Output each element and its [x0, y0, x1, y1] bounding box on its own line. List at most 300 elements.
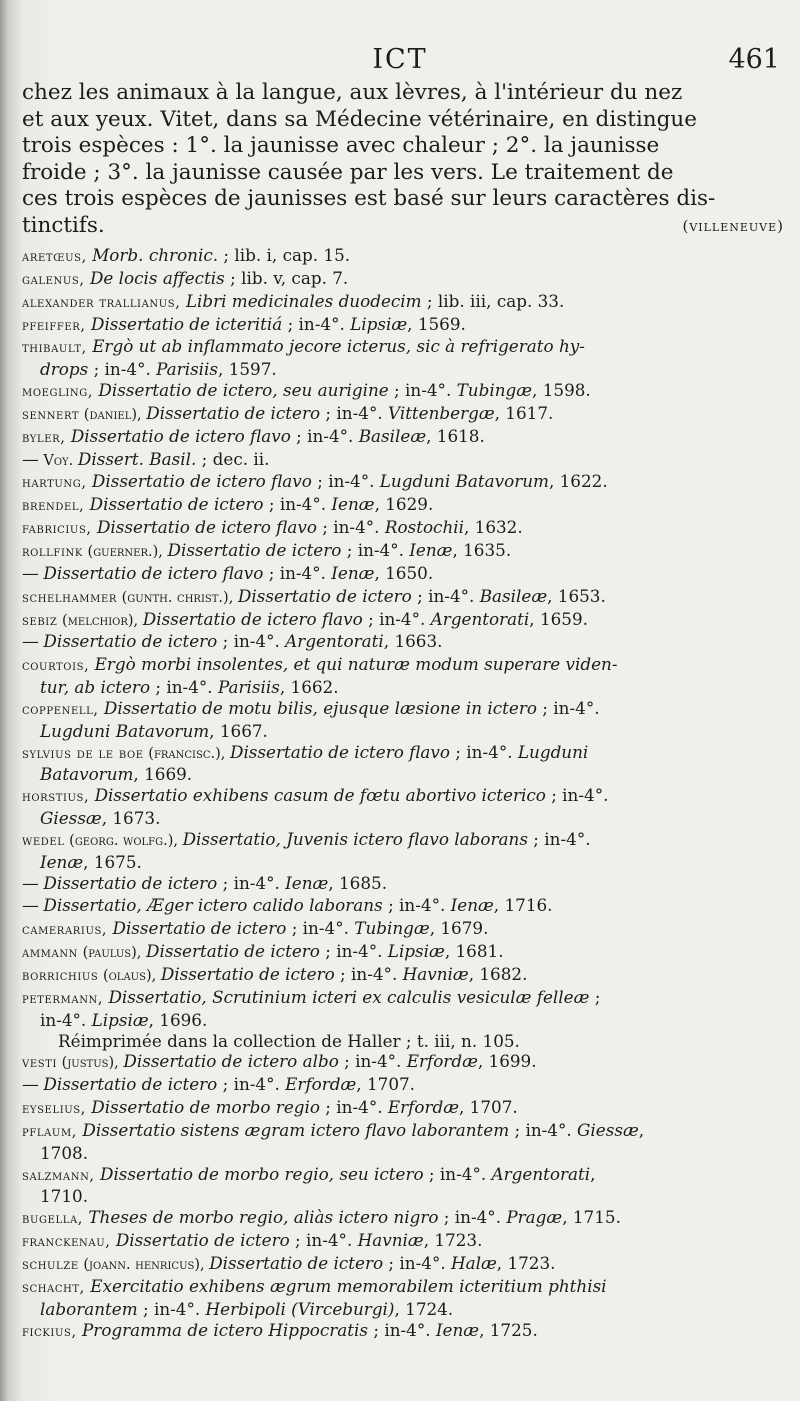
- entry-author: aretœus,: [22, 249, 87, 265]
- bibliography-entry: [22, 494, 787, 517]
- intro-line: chez les animaux à la langue, aux lèvres, à l'intérieur du nez: [22, 80, 683, 105]
- entry-detail: ; in-4°.: [536, 697, 600, 718]
- entry-detail: , 1617.: [494, 402, 554, 423]
- entry-line: [22, 449, 787, 472]
- bibliography-entry: [22, 403, 787, 426]
- entry-title: Libri medicinales duodecim: [185, 290, 422, 311]
- entry-line: [22, 829, 787, 852]
- entry-author: —: [22, 448, 39, 469]
- entry-note: (guerner.),: [82, 543, 168, 560]
- entry-detail: ; in-4°.: [438, 1207, 507, 1228]
- entry-title: Dissertatio de ictero: [112, 918, 287, 939]
- bibliography-entry: [22, 268, 787, 291]
- entry-title: Dissertatio de ictero flavo: [91, 471, 312, 492]
- bibliography-entry: [22, 1207, 787, 1230]
- entry-title: Lipsiæ: [350, 313, 408, 334]
- entry-author: camerarius,: [22, 922, 108, 939]
- entry-title: Argentorati: [285, 631, 384, 652]
- entry-line: [22, 964, 787, 987]
- bibliography-entry: [22, 540, 787, 563]
- entry-detail: , 1685.: [328, 872, 388, 893]
- entry-detail: , 1681.: [444, 941, 504, 962]
- entry-title: Lipsiæ: [91, 1009, 149, 1030]
- entry-line: [22, 1074, 787, 1097]
- entry-detail: ; in-4°.: [290, 425, 359, 446]
- entry-author: wedel: [22, 832, 65, 849]
- intro-line-last: [22, 213, 784, 240]
- entry-author: schelhammer: [22, 589, 118, 606]
- entry-detail: in-4°.: [40, 1009, 92, 1030]
- entry-detail: ; in-4°.: [286, 918, 355, 939]
- entry-title: Dissertatio exhibens casum de fœtu abortivo icterico: [94, 785, 546, 806]
- entry-detail: ; in-4°.: [423, 1163, 492, 1184]
- entry-detail: ; in-4°.: [411, 585, 480, 606]
- entry-line: [22, 721, 787, 742]
- entry-line: [22, 918, 787, 941]
- entry-line: [22, 808, 787, 829]
- entry-line: [22, 1186, 787, 1207]
- entry-title: Ergò ut ab inflammato jecore icterus, sic à refrigerato hy-: [92, 336, 585, 357]
- entry-detail: ; in-4°.: [320, 402, 388, 423]
- entry-title: Dissertatio, Juvenis ictero flavo laborans: [182, 828, 528, 849]
- entry-line: [22, 403, 787, 426]
- entry-line: [22, 1164, 787, 1187]
- entry-line: [22, 1230, 787, 1253]
- entry-detail: ; in-4°.: [150, 677, 218, 698]
- entry-detail: , 1723.: [496, 1252, 556, 1273]
- entry-title: Dissertatio de ictero: [167, 539, 342, 560]
- entry-detail: ; in-4°.: [449, 741, 518, 762]
- entry-title: Ienæ: [450, 895, 494, 916]
- entry-title: Pragæ: [506, 1207, 563, 1228]
- bibliography-entry: [22, 314, 787, 337]
- entry-line: [22, 1320, 787, 1343]
- entry-detail: ; in-4°.: [263, 494, 332, 515]
- entry-title: Ienæ: [40, 851, 84, 872]
- bibliography-entry: [22, 449, 787, 472]
- entry-detail: ; in-4°.: [319, 941, 388, 962]
- entry-note: (olaus),: [98, 968, 161, 984]
- entry-author: schulze: [22, 1256, 79, 1273]
- entry-author: eyselius,: [22, 1101, 86, 1118]
- bibliography-entry: [22, 964, 787, 987]
- entry-title: Lugduni: [517, 741, 589, 762]
- intro-line: tinctifs.: [22, 212, 105, 238]
- entry-detail: , 1629.: [374, 494, 434, 515]
- bibliography-entry: [22, 1253, 787, 1276]
- entry-line: [22, 359, 787, 380]
- entry-detail: ; in-4°.: [388, 380, 457, 401]
- entry-detail: , 1663.: [383, 631, 443, 652]
- bibliography-entry: [22, 654, 787, 698]
- entry-line: [22, 540, 787, 563]
- entry-line: [22, 268, 787, 291]
- entry-title: drops: [40, 359, 89, 380]
- entry-author: fabricius,: [22, 521, 92, 538]
- entry-detail: , 1679.: [429, 918, 489, 939]
- entry-line: [22, 426, 787, 449]
- entry-detail: ; in-4°.: [545, 785, 609, 806]
- entry-detail: , 1725.: [479, 1319, 538, 1340]
- entry-detail: , 1707.: [459, 1097, 518, 1118]
- entry-detail: ; in-4°.: [217, 631, 286, 652]
- entry-title: Tubingæ: [354, 918, 430, 939]
- entry-title: Ienæ: [409, 539, 453, 560]
- entry-title: Parisiis: [217, 677, 280, 698]
- bibliography-entry: [22, 631, 787, 654]
- entry-author: —: [22, 562, 39, 583]
- entry-detail: , 1675.: [83, 851, 142, 872]
- bibliography-entry: [22, 563, 787, 586]
- entry-detail: , 1653.: [547, 585, 606, 606]
- entry-note: Voy.: [38, 452, 78, 469]
- entry-author: salzmann,: [22, 1167, 95, 1184]
- entry-title: Parisiis: [156, 359, 219, 380]
- entry-line: [22, 517, 787, 540]
- entry-author: galenus,: [22, 271, 85, 288]
- entry-line: [22, 563, 787, 586]
- bibliography-entry: [22, 1230, 787, 1253]
- bibliography-entry: [22, 829, 787, 873]
- entry-title: Programma de ictero Hippocratis: [82, 1319, 368, 1340]
- entry-author: pfeiffer,: [22, 317, 86, 334]
- entry-author: sebiz: [22, 612, 58, 629]
- entry-detail: , 1723.: [423, 1230, 483, 1251]
- entry-detail: ,: [638, 1119, 645, 1140]
- entry-title: Ienæ: [331, 562, 375, 583]
- entry-detail: ; in-4°.: [217, 872, 286, 893]
- entry-detail: ; in-4°.: [289, 1230, 358, 1251]
- entry-author: thibault,: [22, 340, 87, 357]
- entry-title: Lipsiæ: [387, 941, 445, 962]
- entry-detail: , 1597.: [218, 359, 277, 380]
- entry-author: pflaum,: [22, 1123, 78, 1140]
- entry-detail: ; lib. iii, cap. 33.: [421, 290, 565, 311]
- entry-detail: , 1673.: [101, 808, 161, 829]
- entry-line: [22, 852, 787, 873]
- bibliography-entry: [22, 987, 787, 1031]
- bibliography-entry: [22, 336, 787, 380]
- bibliography-entry: [22, 1120, 787, 1164]
- entry-author: —: [22, 1074, 39, 1095]
- entry-line: [22, 941, 787, 964]
- entry-title: Ienæ: [331, 494, 375, 515]
- entry-title: Dissertatio de icteritiá: [90, 313, 283, 334]
- entry-detail: ; dec. ii.: [196, 448, 270, 469]
- intro-line: et aux yeux. Vitet, dans sa Médecine vétérinaire, en distingue: [22, 106, 697, 132]
- entry-line: [22, 895, 787, 918]
- bibliography-entry: [22, 517, 787, 540]
- entry-detail: , 1716.: [493, 895, 553, 916]
- entry-detail: , 1650.: [374, 562, 434, 583]
- entry-title: Basileæ: [358, 425, 427, 446]
- entry-title: Dissertatio de morbo regio: [91, 1097, 320, 1118]
- bibliography-entry: [22, 1320, 787, 1343]
- entry-line: [22, 1010, 787, 1031]
- entry-detail: ; in-4°.: [88, 359, 157, 380]
- entry-detail: , 1622.: [548, 471, 608, 492]
- entry-detail: ; in-4°.: [509, 1119, 578, 1140]
- bibliography-list: [22, 245, 787, 1342]
- entry-title: Ienæ: [285, 872, 329, 893]
- entry-detail: ; in-4°.: [362, 608, 431, 629]
- bibliography-entry: [22, 918, 787, 941]
- entry-note: (gunth. christ.),: [117, 589, 238, 606]
- entry-note: (justus),: [57, 1055, 124, 1072]
- entry-author: rollfink: [22, 543, 83, 560]
- entry-title: Dissert. Basil.: [77, 448, 197, 469]
- entry-line: [22, 698, 787, 721]
- entry-title: Lugduni Batavorum: [379, 471, 549, 492]
- entry-line: [22, 1097, 787, 1120]
- entry-detail: , 1715.: [562, 1207, 621, 1228]
- entry-detail: ; in-4°.: [382, 895, 451, 916]
- entry-title: Dissertatio de ictero: [237, 585, 412, 606]
- bibliography-entry: [22, 785, 787, 829]
- entry-line: [22, 1207, 787, 1230]
- entry-detail: ; in-4°.: [319, 1097, 388, 1118]
- entry-detail: ; in-4°.: [383, 1252, 451, 1273]
- entry-title: Ienæ: [435, 1319, 480, 1340]
- entry-author: —: [22, 872, 39, 893]
- entry-detail: ; in-4°.: [341, 539, 410, 560]
- entry-detail: , 1569.: [407, 313, 466, 334]
- entry-detail: , 1662.: [279, 677, 339, 698]
- entry-author: horstius,: [22, 789, 90, 806]
- entry-line: [22, 654, 787, 677]
- entry-detail: ; in-4°.: [527, 828, 591, 849]
- entry-detail: , 1669.: [133, 764, 193, 785]
- entry-detail: ; in-4°.: [311, 471, 380, 492]
- signature: (villeneuve): [682, 216, 784, 235]
- entry-line: [22, 785, 787, 808]
- entry-author: bugella,: [22, 1211, 83, 1228]
- entry-title: Dissertatio de ictero: [43, 631, 218, 652]
- entry-title: Rostochii: [384, 517, 464, 538]
- entry-detail: ; in-4°.: [217, 1074, 286, 1095]
- entry-line: [22, 291, 787, 314]
- entry-note: (daniel),: [79, 406, 147, 423]
- running-head: ICT: [372, 44, 428, 75]
- entry-detail: , 1682.: [468, 964, 528, 984]
- entry-title: Morb. chronic.: [92, 245, 219, 265]
- bibliography-entry: [22, 1164, 787, 1208]
- entry-title: Dissertatio de ictero: [146, 941, 320, 962]
- entry-title: Dissertatio de ictero albo: [123, 1051, 339, 1072]
- entry-line: [22, 1051, 787, 1074]
- entry-detail: , 1598.: [532, 380, 591, 401]
- entry-title: tur, ab ictero: [40, 677, 151, 698]
- bibliography-entry: [22, 941, 787, 964]
- bibliography-entry: [22, 380, 787, 403]
- entry-title: Dissertatio de morbo regio, seu ictero: [99, 1163, 424, 1184]
- bibliography-entry: [22, 245, 787, 268]
- entry-author: —: [22, 895, 39, 916]
- intro-paragraph: [22, 80, 784, 239]
- bibliography-entry: [22, 698, 787, 742]
- entry-detail: , 1724.: [394, 1298, 454, 1319]
- page-number: 461: [728, 44, 780, 75]
- entry-line: [22, 380, 787, 403]
- entry-detail: 1710.: [40, 1186, 89, 1207]
- entry-author: franckenau,: [22, 1234, 111, 1251]
- entry-title: Giessæ: [40, 808, 102, 829]
- entry-title: Dissertatio, Æger ictero calido laborans: [43, 895, 383, 916]
- entry-line: [22, 873, 787, 896]
- entry-author: courtois,: [22, 658, 90, 675]
- entry-line: [22, 245, 787, 268]
- entry-title: Erfordæ: [285, 1074, 357, 1095]
- entry-title: Halæ: [451, 1252, 497, 1273]
- entry-line: [22, 1031, 787, 1052]
- entry-author: schacht,: [22, 1279, 85, 1296]
- entry-line: [22, 336, 787, 359]
- entry-note: Réimprimée dans la collection de Haller ; t. iii, n. 105.: [58, 1030, 520, 1051]
- entry-title: Dissertatio de ictero: [43, 872, 218, 893]
- bibliography-entry: [22, 742, 787, 786]
- entry-title: Argentorati: [430, 608, 530, 629]
- bibliography-entry: [22, 609, 787, 632]
- bibliography-entry: [22, 1074, 787, 1097]
- entry-line: [22, 742, 787, 765]
- entry-line: [22, 1120, 787, 1143]
- entry-detail: ;: [589, 986, 601, 1007]
- entry-author: byler,: [22, 429, 66, 446]
- entry-author: coppenell,: [22, 701, 99, 718]
- entry-line: [22, 764, 787, 785]
- entry-detail: 1708.: [40, 1142, 89, 1163]
- entry-line: [22, 494, 787, 517]
- entry-author: —: [22, 631, 39, 652]
- entry-title: Argentorati: [491, 1163, 591, 1184]
- entry-title: Dissertatio sistens ægram ictero flavo laborantem: [82, 1119, 510, 1140]
- entry-detail: , 1707.: [356, 1074, 416, 1095]
- entry-author: borrichius: [22, 968, 99, 984]
- entry-line: [22, 1253, 787, 1276]
- bibliography-entry: [22, 586, 787, 609]
- intro-line: trois espèces : 1°. la jaunisse avec chaleur ; 2°. la jaunisse: [22, 133, 660, 158]
- entry-title: Dissertatio de ictero: [43, 1074, 218, 1095]
- entry-title: Vittenbergæ: [388, 402, 495, 423]
- entry-detail: ; lib. i, cap. 15.: [218, 245, 351, 265]
- entry-author: fickius,: [22, 1323, 77, 1340]
- entry-title: Basileæ: [479, 585, 548, 606]
- entry-line: [22, 1143, 787, 1164]
- entry-title: Dissertatio de motu bilis, ejusque læsione in ictero: [103, 697, 537, 718]
- entry-detail: ; in-4°.: [263, 562, 332, 583]
- entry-title: Dissertatio de ictero, seu aurigine: [98, 380, 389, 401]
- entry-detail: ; in-4°.: [282, 313, 351, 334]
- bibliography-entry: [22, 873, 787, 896]
- entry-line: [22, 1276, 787, 1299]
- entry-detail: ; lib. v, cap. 7.: [224, 267, 349, 288]
- entry-note: (melchior),: [57, 612, 143, 629]
- entry-author: moegling,: [22, 384, 94, 401]
- entry-detail: , 1618.: [426, 425, 485, 446]
- entry-title: Lugduni Batavorum: [40, 720, 210, 741]
- entry-title: Ergò morbi insolentes, et qui naturæ modum superare viden-: [94, 654, 618, 675]
- entry-detail: ; in-4°.: [137, 1298, 206, 1319]
- entry-title: Havniæ: [357, 1230, 424, 1251]
- entry-note: (francisc.),: [143, 745, 230, 762]
- entry-author: hartung,: [22, 475, 87, 492]
- entry-detail: , 1696.: [148, 1009, 208, 1030]
- entry-author: petermann,: [22, 990, 104, 1007]
- entry-title: Herbipoli (Virceburgi): [205, 1298, 395, 1319]
- bibliography-entry: [22, 291, 787, 314]
- entry-detail: ; in-4°.: [316, 517, 385, 538]
- entry-title: Theses de morbo regio, aliàs ictero nigro: [88, 1207, 439, 1228]
- entry-title: De locis affectis: [89, 267, 225, 288]
- entry-detail: , 1635.: [452, 539, 512, 560]
- entry-author: sylvius de le boe: [22, 745, 144, 762]
- entry-detail: ; in-4°.: [368, 1319, 436, 1340]
- entry-author: vesti: [22, 1055, 57, 1072]
- entry-line: [22, 1299, 787, 1320]
- entry-title: Dissertatio de ictero: [160, 964, 335, 984]
- entry-note: (paulus),: [78, 945, 147, 962]
- entry-detail: , 1699.: [477, 1051, 537, 1072]
- entry-line: [22, 677, 787, 698]
- entry-title: Havniæ: [402, 964, 469, 984]
- entry-author: brendel,: [22, 498, 85, 515]
- entry-detail: ,: [590, 1163, 596, 1184]
- bibliography-entry: [22, 1031, 787, 1052]
- entry-title: Dissertatio de ictero flavo: [70, 425, 291, 446]
- entry-title: Dissertatio de ictero: [146, 402, 321, 423]
- entry-line: [22, 586, 787, 609]
- bibliography-entry: [22, 1276, 787, 1320]
- entry-detail: ; in-4°.: [338, 1051, 407, 1072]
- entry-title: laborantem: [40, 1298, 138, 1319]
- entry-detail: , 1632.: [463, 517, 523, 538]
- entry-title: Erfordæ: [406, 1051, 478, 1072]
- bibliography-entry: [22, 1051, 787, 1074]
- entry-title: Dissertatio de ictero: [89, 494, 264, 515]
- entry-note: (georg. wolfg.),: [64, 832, 183, 849]
- entry-detail: , 1667.: [209, 720, 268, 741]
- entry-title: Giessæ: [577, 1119, 639, 1140]
- entry-line: [22, 631, 787, 654]
- entry-line: [22, 471, 787, 494]
- page-header: [0, 44, 800, 84]
- entry-line: [22, 987, 787, 1010]
- entry-title: Dissertatio de ictero: [209, 1252, 384, 1273]
- entry-note: (joann. henricus),: [78, 1256, 210, 1273]
- intro-line: ces trois espèces de jaunisses est basé sur leurs caractères dis-: [22, 186, 716, 211]
- entry-title: Batavorum: [40, 764, 134, 785]
- entry-line: [22, 609, 787, 632]
- entry-detail: , 1659.: [529, 608, 588, 629]
- entry-title: Dissertatio de ictero: [115, 1230, 290, 1251]
- entry-title: Exercitatio exhibens ægrum memorabilem icteritium phthisi: [90, 1275, 607, 1296]
- intro-line: froide ; 3°. la jaunisse causée par les vers. Le traitement de: [22, 159, 674, 185]
- bibliography-entry: [22, 1097, 787, 1120]
- entry-line: [22, 314, 787, 337]
- entry-title: Dissertatio de ictero flavo: [229, 741, 450, 762]
- entry-author: alexander trallianus,: [22, 294, 181, 311]
- entry-title: Dissertatio de ictero flavo: [96, 517, 317, 538]
- entry-title: Dissertatio de ictero flavo: [142, 608, 363, 629]
- entry-title: Erfordæ: [387, 1097, 459, 1118]
- entry-author: sennert: [22, 406, 80, 423]
- entry-author: ammann: [22, 945, 79, 962]
- entry-title: Dissertatio, Scrutinium icteri ex calculis vesiculæ felleæ: [108, 986, 590, 1007]
- entry-detail: ; in-4°.: [334, 964, 403, 984]
- bibliography-entry: [22, 895, 787, 918]
- bibliography-entry: [22, 426, 787, 449]
- bibliography-entry: [22, 471, 787, 494]
